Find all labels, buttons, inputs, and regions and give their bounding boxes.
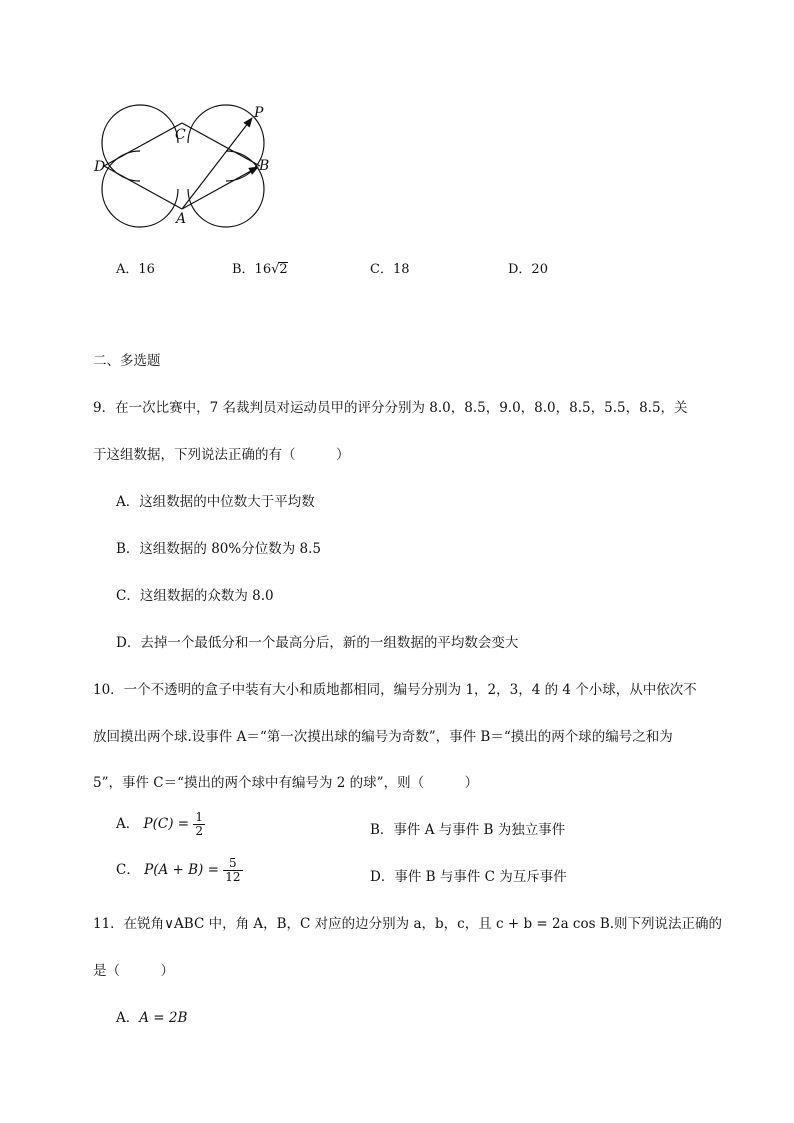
q11-option-a[interactable] bbox=[116, 1006, 187, 1026]
fraction-numerator: 5 bbox=[223, 857, 242, 871]
q9-stem-line2: 于这组数据，下列说法正确的有（ ） bbox=[93, 447, 350, 463]
section-title: 二、多选题 bbox=[93, 353, 161, 369]
label-D: D bbox=[94, 159, 106, 175]
q10-stem-line3: 5”，事件 C＝“摸出的两个球中有编号为 2 的球”，则（ ） bbox=[93, 775, 479, 791]
q9-option-d[interactable]: D．去掉一个最低分和一个最高分后，新的一组数据的平均数会变大 bbox=[116, 635, 519, 651]
q11-option-a-expr: A = 2B bbox=[139, 1010, 188, 1026]
fraction-denominator: 2 bbox=[195, 824, 204, 838]
q10-option-d[interactable]: D．事件 B 与事件 C 为互斥事件 bbox=[370, 869, 567, 885]
label-B: B bbox=[259, 158, 270, 174]
q9-stem-line1: 9．在一次比赛中，7 名裁判员对运动员甲的评分分别为 8.0，8.5，9.0，8.0，8.5，5.5，8.5，关 bbox=[93, 400, 688, 416]
q9-option-c[interactable]: C．这组数据的众数为 8.0 bbox=[116, 588, 274, 604]
q8-option-b-prefix: B．16 bbox=[232, 262, 272, 277]
q9-option-b[interactable]: B．这组数据的 80%分位数为 8.5 bbox=[116, 541, 321, 557]
q8-option-d[interactable]: D．20 bbox=[508, 262, 548, 277]
q10-option-a-expr: P(C) = bbox=[143, 816, 190, 832]
label-C: C bbox=[175, 127, 186, 143]
q11-stem-line2: 是（ ） bbox=[93, 963, 174, 979]
fraction-denominator: 12 bbox=[225, 870, 241, 884]
q10-option-c-fraction bbox=[223, 857, 242, 884]
q10-option-a-fraction bbox=[193, 811, 205, 838]
q8-option-a[interactable]: A．16 bbox=[116, 262, 155, 277]
q10-option-c-expr: P(A + B) = bbox=[144, 862, 219, 878]
q8-option-c[interactable]: C．18 bbox=[370, 262, 410, 277]
fraction-numerator: 1 bbox=[195, 810, 204, 824]
q11-stem-line1: 11．在锐角∨ABC 中，角 A，B，C 对应的边分别为 a，b，c，且 c + b = 2a cos B.则下列说法正确的 bbox=[93, 916, 723, 932]
q10-option-a[interactable] bbox=[116, 811, 205, 838]
q9-option-a[interactable]: A．这组数据的中位数大于平均数 bbox=[116, 494, 315, 510]
q10-option-c-prefix: C． bbox=[116, 862, 140, 878]
q8-option-b[interactable] bbox=[232, 258, 288, 277]
label-P: P bbox=[254, 105, 264, 121]
q10-stem-line1: 10．一个不透明的盒子中装有大小和质地都相同，编号分别为 1，2，3，4 的 4 个小球，从中依次不 bbox=[93, 682, 697, 698]
q10-stem-line2: 放回摸出两个球.设事件 A＝“第一次摸出球的编号为奇数”，事件 B＝“摸出的两个球的编号之和为 bbox=[93, 729, 673, 745]
q8-option-b-radicand: 2 bbox=[279, 262, 288, 277]
q10-option-a-prefix: A． bbox=[116, 816, 140, 832]
label-A: A bbox=[176, 211, 187, 227]
q10-option-b[interactable]: B．事件 A 与事件 B 为独立事件 bbox=[370, 822, 566, 838]
geometry-figure bbox=[88, 100, 288, 230]
q10-option-c[interactable] bbox=[116, 857, 243, 884]
sqrt-sign: √ bbox=[271, 262, 280, 277]
q11-option-a-prefix: A． bbox=[116, 1010, 140, 1026]
